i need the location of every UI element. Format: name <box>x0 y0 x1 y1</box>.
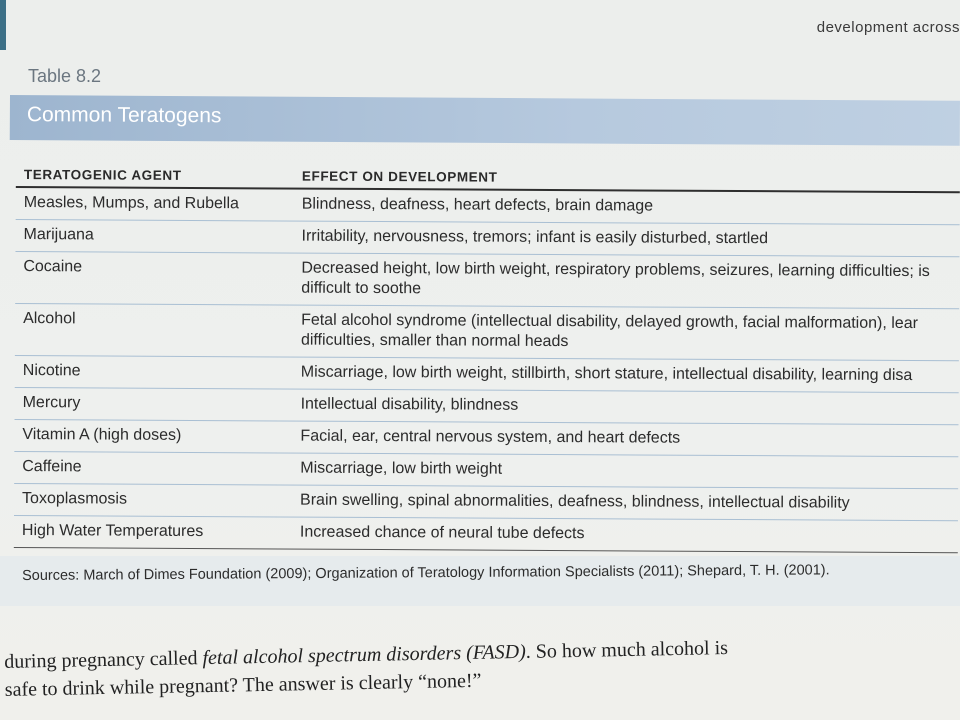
table-row <box>14 452 958 489</box>
table-row <box>15 388 959 425</box>
agent-cell: High Water Temperatures <box>21 522 204 541</box>
agent-cell: Alcohol <box>23 310 76 328</box>
effect-cell: Brain swelling, spinal abnormalities, deafness, blindness, intellectual disability <box>300 491 850 512</box>
effect-cell: Increased chance of neural tube defects <box>299 523 585 543</box>
table-row <box>15 304 959 361</box>
table-row <box>14 484 958 521</box>
table-row <box>14 516 958 553</box>
body-line-1-start: during pregnancy called <box>4 647 203 673</box>
table-title-band <box>10 95 960 146</box>
table-sources: Sources: March of Dimes Foundation (2009); Organization of Teratology Information Specialists (2011); Shepard, T. H. (2001). <box>22 562 830 584</box>
effect-cell: Intellectual disability, blindness <box>300 395 519 414</box>
table-number: Table 8.2 <box>28 66 102 86</box>
effect-cell: Miscarriage, low birth weight, stillbirth, short stature, intellectual disability, learning disa <box>300 363 913 385</box>
agent-cell: Cocaine <box>23 258 83 276</box>
header-effect-on-development: EFFECT ON DEVELOPMENT <box>301 168 498 185</box>
agent-cell: Mercury <box>22 394 81 412</box>
agent-cell: Nicotine <box>22 362 81 380</box>
table-row <box>14 420 958 457</box>
agent-cell: Measles, Mumps, and Rubella <box>23 194 240 213</box>
body-key-term: fetal alcohol spectrum disorders (FASD) <box>202 640 526 670</box>
header-teratogenic-agent: TERATOGENIC AGENT <box>23 167 182 183</box>
table-row <box>15 220 959 257</box>
agent-cell: Vitamin A (high doses) <box>22 426 182 444</box>
body-line-1-end: . So how much alcohol is <box>525 637 729 663</box>
window-edge-accent <box>0 0 6 50</box>
agent-cell: Marijuana <box>23 226 94 244</box>
effect-cell: Miscarriage, low birth weight <box>300 459 503 478</box>
table-row <box>16 188 960 225</box>
effect-cell: Decreased height, low birth weight, respiratory problems, seizures, learning difficulties; is difficult to soothe <box>301 259 930 298</box>
effect-cell: Irritability, nervousness, tremors; infant is easily disturbed, startled <box>301 227 769 248</box>
agent-cell: Caffeine <box>22 458 82 476</box>
body-paragraph <box>0 630 960 704</box>
running-head: development across <box>816 19 960 36</box>
table-title: Common Teratogens <box>26 103 222 128</box>
teratogen-table <box>14 156 960 553</box>
effect-cell: Blindness, deafness, heart defects, brain damage <box>301 195 654 215</box>
agent-cell: Toxoplasmosis <box>22 490 128 508</box>
table-row <box>15 356 959 393</box>
body-line-2: safe to drink while pregnant? The answer is clearly “none!” <box>4 669 482 701</box>
effect-cell: Fetal alcohol syndrome (intellectual disability, delayed growth, facial malformation), lear difficulties, smaller than normal heads <box>300 311 919 351</box>
table-row <box>15 252 959 309</box>
effect-cell: Facial, ear, central nervous system, and heart defects <box>300 427 681 447</box>
table-header-row <box>16 156 960 193</box>
